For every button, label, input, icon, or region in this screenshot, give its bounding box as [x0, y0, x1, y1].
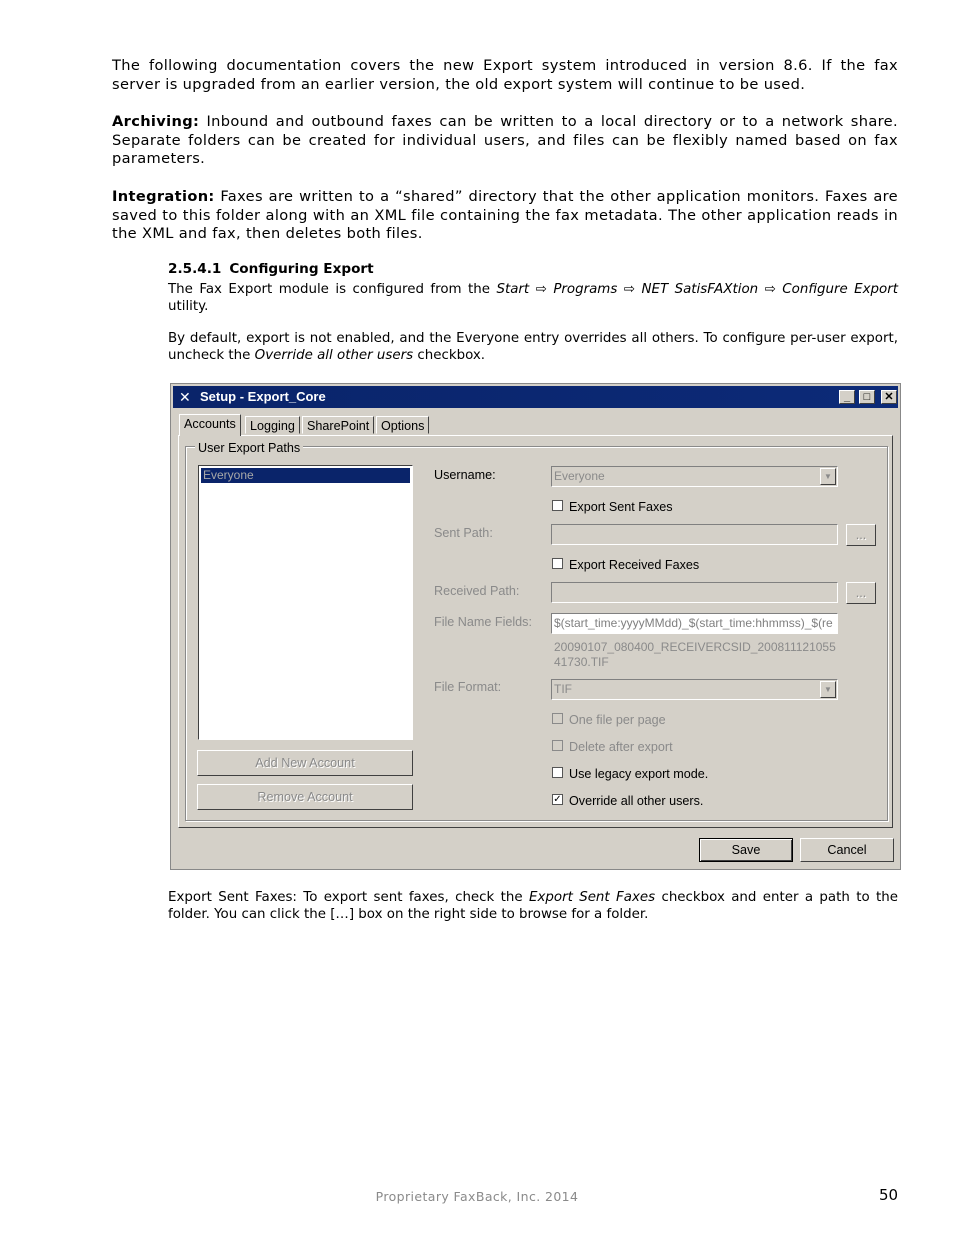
section-number: 2.5.4.1 [168, 261, 222, 277]
section-title: Configuring Export [229, 261, 374, 277]
default-emphasis: Override all other users [254, 348, 414, 363]
minimize-button[interactable]: _ [839, 390, 855, 404]
use-legacy-label: Use legacy export mode. [569, 767, 709, 781]
delete-after-export-label: Delete after export [569, 740, 673, 754]
username-value: Everyone [554, 469, 605, 483]
tab-options[interactable]: Options [376, 416, 429, 434]
file-name-fields-input[interactable]: $(start_time:yyyyMMdd)_$(start_time:hhmmss)_$(re [551, 613, 838, 634]
configure-text-a: The Fax Export module is configured from the [168, 282, 497, 297]
received-path-browse-button[interactable]: ... [846, 582, 876, 604]
file-name-fields-label: File Name Fields: [434, 615, 532, 629]
page-footer: Proprietary FaxBack, Inc. 2014 [375, 1189, 579, 1204]
file-name-example: 20090107_080400_RECEIVERCSID_200811121055 41730.TIF [554, 640, 836, 669]
received-path-label: Received Path: [434, 584, 520, 598]
chevron-down-icon[interactable]: ▼ [820, 468, 836, 485]
check-icon: ✓ [553, 794, 562, 805]
configure-text-b: utility. [168, 299, 209, 314]
maximize-button[interactable]: □ [859, 390, 875, 404]
add-new-account-button[interactable]: Add New Account [197, 750, 413, 776]
accounts-list[interactable] [198, 465, 413, 740]
intro-paragraph: The following documentation covers the new Export system introduced in version 8.6. If the fax server is upgraded from an earlier version, the old export system will continue to be used. [112, 57, 898, 93]
received-path-input[interactable] [551, 582, 838, 603]
close-button[interactable]: ✕ [881, 390, 897, 404]
tab-logging[interactable]: Logging [245, 416, 300, 434]
list-item[interactable]: Everyone [201, 468, 410, 483]
default-text-b: checkbox. [413, 348, 486, 363]
sent-path-browse-button[interactable]: ... [846, 524, 876, 546]
section-heading [168, 261, 382, 277]
sent-path-input[interactable] [551, 524, 838, 545]
use-legacy-checkbox[interactable] [552, 767, 563, 778]
export-sent-emphasis: Export Sent Faxes [529, 890, 656, 905]
username-dropdown[interactable] [551, 466, 838, 487]
save-button[interactable]: Save [699, 838, 793, 862]
group-label: User Export Paths [195, 441, 303, 455]
file-format-dropdown[interactable] [551, 679, 838, 700]
archiving-label: Archiving: [112, 113, 200, 130]
integration-text: Faxes are written to a “shared” directory that the other application monitors. Faxes are saved to this folder along with an XML file containing the fax metadata. The other application reads in the XML and fax, then deletes both files. [112, 188, 898, 243]
export-received-label: Export Received Faxes [569, 558, 700, 572]
configure-paragraph [168, 281, 898, 315]
default-text-a: By default, export is not enabled, and the Everyone entry overrides all others. To configure per-user export, uncheck the [168, 331, 898, 363]
dialog-title: Setup - Export_Core [200, 389, 326, 404]
remove-account-button[interactable]: Remove Account [197, 784, 413, 810]
one-file-per-page-checkbox[interactable] [552, 713, 563, 724]
setup-dialog [170, 383, 901, 870]
tab-accounts[interactable]: Accounts [179, 414, 241, 436]
delete-after-export-checkbox[interactable] [552, 740, 563, 751]
configure-path: Start ⇨ Programs ⇨ NET SatisFAXtion ⇨ Configure Export [496, 282, 898, 297]
page-number: 50 [879, 1186, 899, 1204]
integration-paragraph [112, 188, 898, 244]
default-paragraph [168, 330, 898, 364]
export-sent-text-b: checkbox and enter a path to the folder. You can click the […] box on the right side to browse for a folder. [168, 890, 899, 922]
export-received-checkbox[interactable] [552, 558, 563, 569]
archiving-paragraph [112, 113, 898, 169]
chevron-down-icon[interactable]: ▼ [820, 681, 836, 698]
override-label: Override all other users. [569, 794, 704, 808]
one-file-per-page-label: One file per page [569, 713, 666, 727]
export-sent-checkbox[interactable] [552, 500, 563, 511]
cancel-button[interactable]: Cancel [800, 838, 894, 862]
username-label: Username: [434, 468, 496, 482]
override-checkbox[interactable] [552, 794, 563, 805]
export-sent-label: Export Sent Faxes [569, 500, 673, 514]
dialog-titlebar [173, 386, 898, 408]
file-format-value: TIF [554, 682, 572, 696]
tools-icon: ✕ [179, 389, 191, 405]
tab-sharepoint[interactable]: SharePoint [302, 416, 374, 434]
export-sent-paragraph [168, 889, 898, 923]
file-format-label: File Format: [434, 680, 502, 694]
archiving-text: Inbound and outbound faxes can be written to a local directory or to a network share. Separate folders can be created for individual users, and files can be flexibly named based on fax parameters. [112, 113, 898, 168]
export-sent-text-a: Export Sent Faxes: To export sent faxes, check the [168, 890, 529, 905]
sent-path-label: Sent Path: [434, 526, 493, 540]
integration-label: Integration: [112, 188, 215, 205]
